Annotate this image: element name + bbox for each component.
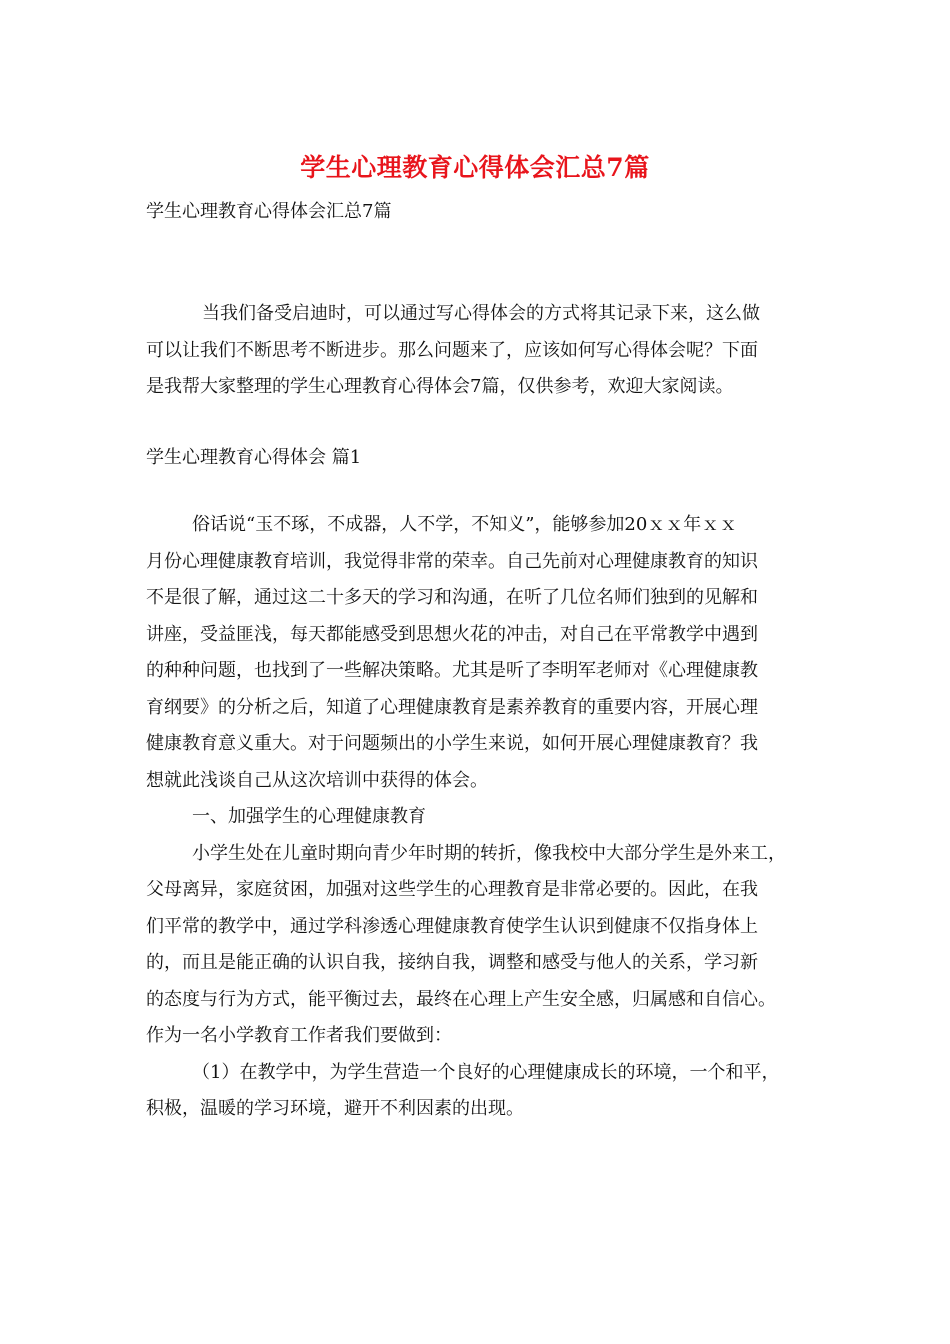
section-body: [146, 507, 810, 1128]
body-line: 月份心理健康教育培训，我觉得非常的荣幸。自己先前对心理健康教育的知识: [146, 550, 758, 572]
body-line: （1）在教学中，为学生营造一个良好的心理健康成长的环境，一个和平，: [192, 1061, 780, 1083]
body-line: 们平常的教学中，通过学科渗透心理健康教育使学生认识到健康不仅指身体上: [146, 915, 758, 937]
body-line: 积极，温暖的学习环境，避开不利因素的出现。: [146, 1098, 524, 1119]
body-line: 不是很了解，通过这二十多天的学习和沟通，在听了几位名师们独到的见解和: [146, 587, 758, 608]
intro-line: 是我帮大家整理的学生心理教育心得体会7篇，仅供参考，欢迎大家阅读。: [146, 376, 734, 397]
body-line: 讲座，受益匪浅，每天都能感受到思想火花的冲击，对自己在平常教学中遇到: [146, 623, 758, 645]
section-heading: 学生心理教育心得体会 篇1: [146, 447, 362, 468]
body-line: 父母离异，家庭贫困，加强对这些学生的心理教育是非常必要的。因此，在我: [146, 879, 758, 900]
body-line: 作为一名小学教育工作者我们要做到：: [146, 1025, 452, 1046]
intro-paragraph: [146, 296, 810, 406]
body-line: 小学生处在儿童时期向青少年时期的转折，像我校中大部分学生是外来工，: [192, 842, 786, 864]
body-line: 的，而且是能正确的认识自我，接纳自我，调整和感受与他人的关系，学习新: [146, 952, 758, 973]
document-subtitle: 学生心理教育心得体会汇总7篇: [146, 201, 392, 222]
body-line: 的态度与行为方式，能平衡过去，最终在心理上产生安全感，归属感和自信心。: [146, 988, 776, 1010]
intro-line: 当我们备受启迪时，可以通过写心得体会的方式将其记录下来，这么做: [202, 303, 760, 324]
intro-line: 可以让我们不断思考不断进步。那么问题来了，应该如何写心得体会呢？下面: [146, 339, 758, 361]
subheading-line: 一、加强学生的心理健康教育: [192, 806, 426, 827]
body-line: 育纲要》的分析之后，知道了心理健康教育是素养教育的重要内容，开展心理: [146, 696, 758, 718]
document-title: 学生心理教育心得体会汇总7篇: [300, 153, 650, 182]
body-line: 的种种问题，也找到了一些解决策略。尤其是听了李明军老师对《心理健康教: [146, 660, 758, 681]
body-line: 俗话说“玉不琢，不成器，人不学，不知义”，能够参加20ｘｘ年ｘｘ: [192, 514, 738, 535]
body-line: 想就此浅谈自己从这次培训中获得的体会。: [146, 769, 488, 791]
body-line: 健康教育意义重大。对于问题频出的小学生来说，如何开展心理健康教育？我: [146, 733, 758, 754]
